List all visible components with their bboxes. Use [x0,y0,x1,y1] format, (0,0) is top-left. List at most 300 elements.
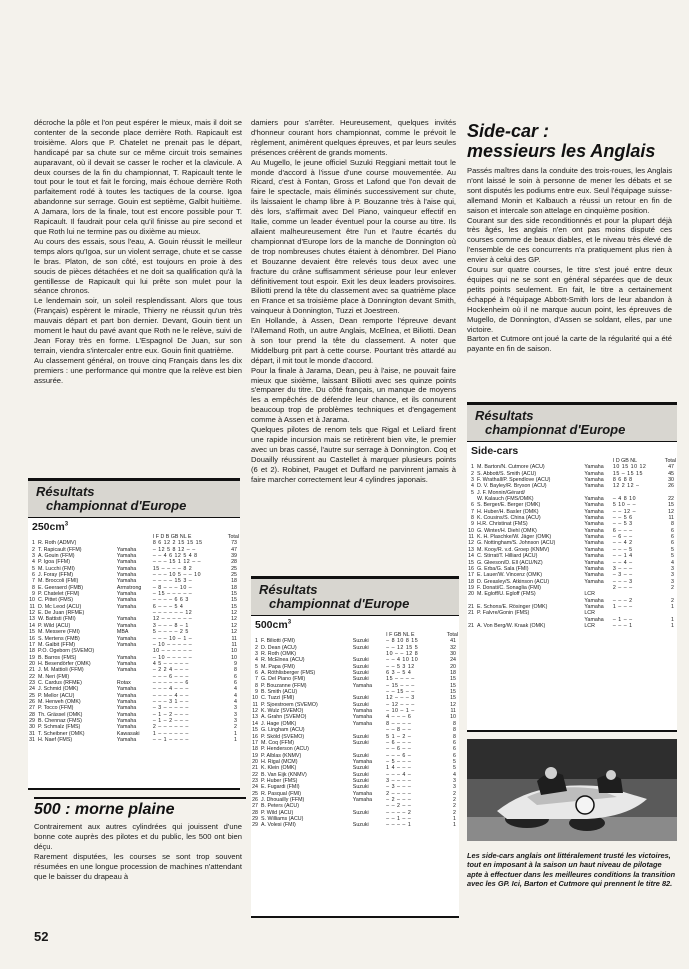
class-label-500 [251,616,459,632]
table-cell-pl: 4 5 – – – – – [152,660,189,667]
table-cell-pl: 4 – – – 6 [386,714,412,721]
table-cell-rider: F. Biliotti (FMI) [261,638,295,645]
table-cell-rider: J. Hage (OMK) [261,720,297,727]
table-cell-pos: 29 [252,815,258,822]
table-header-cell: Total [446,632,458,638]
table-cell-pos: 4 [255,657,258,664]
table-cell-rider: D. Mc Leod (ACU) [38,603,82,610]
table-cell-total: 22 [668,496,674,503]
table-cell-pos: 6 [471,502,474,509]
table-cell-make: Yamaha [352,714,373,721]
results-box-250 [28,478,240,790]
table-cell-make: Yamaha [116,622,137,629]
table-cell-total: 15 [450,676,456,683]
results-title: Résultats [475,408,534,423]
table-cell-pos: 13 [252,714,258,721]
table-cell-total: 3 [671,565,674,572]
table-cell-total: 3 [671,572,674,579]
table-cell-pl: – – 1 4 [612,553,633,560]
table-cell-total: 15 [450,682,456,689]
table-cell-total: 12 [668,508,674,515]
table-cell-total: 28 [231,559,237,566]
article-250-text [34,118,242,385]
table-cell-rider: K. Wulz (SVEMO) [261,708,304,715]
table-cell-pl: – – – – 4 – – [152,692,189,699]
table-cell-total: 4 [234,698,237,705]
table-cell-rider: P. Mellor (ACU) [38,692,75,699]
table-cell-make: Yamaha [352,720,373,727]
table-cell-pl: 15 – – – – [386,676,415,683]
table-cell-make: MBA [116,629,129,636]
table-cell-rider: H.R. Christinat (FMS) [477,521,528,528]
table-cell-pos: 17 [252,739,258,746]
table-cell-make: Yamaha [584,521,604,528]
table-cell-pos: 1 [255,638,258,645]
table-cell-rider: S. Williams (ACU) [261,815,304,822]
table-cell-rider: J. Foray (FFM) [38,572,74,579]
table-cell-pl: 5 1 – 2 – [386,733,412,740]
table-cell-total: 9 [234,660,237,667]
table-cell-rider: P. Wild (ACU) [261,809,294,816]
table-cell-make: Yamaha [116,667,137,674]
table-cell-pl: 8 6 8 8 [612,477,633,484]
table-cell-rider: M. Herweh (OMK) [38,698,81,705]
table-cell-rider: F. Wrathall/P. Spendlove (ACU) [477,477,551,484]
table-cell-pl: – – 8 – – [386,727,412,734]
table-header-cell: I F GB NL E [386,632,415,638]
table-cell-pos: 31 [29,730,35,737]
table-cell-make: Yamaha [116,686,137,693]
table-cell-rider: J. Dhouailly (FFM) [261,796,305,803]
table-cell-rider: E. De Juan (RFME) [38,610,85,617]
table-cell-pl: – – – – 1 [386,822,412,829]
table-cell-pos: 3 [255,651,258,658]
table-cell-rider: S. Berger/E. Berger (OMK) [477,502,541,509]
table-cell-make: Yamaha [584,508,604,515]
table-cell-pl: 6 – – – [612,527,633,534]
table-cell-pos: 15 [252,727,258,734]
table-cell-total: 15 [668,502,674,509]
table-cell-total: 15 [231,591,237,598]
table-cell-total: 41 [450,638,456,645]
table-cell-pos: 19 [468,584,474,591]
table-cell-rider: A. Grahn (SVEMO) [261,714,307,721]
table-cell-rider: M. Barton/N. Cutmore (ACU) [477,464,545,471]
table-cell-pl: 1 – – – [612,603,633,610]
table-cell-pos: 28 [29,711,35,718]
article-sidecar-text [467,166,672,354]
table-cell-make: Yamaha [584,565,604,572]
table-cell-make: Yamaha [584,553,604,560]
table-cell-pl: 3 – – – 8 – 1 [152,622,189,629]
table-cell-pos: 21 [252,765,258,772]
table-cell-total: 6 [234,679,237,686]
results-table-sidecar [467,458,677,629]
table-cell-make: Yamaha [352,758,373,765]
table-cell-pl: – 1 – 2 – – – [152,711,189,718]
table-cell-rider: M. Papa (FMI) [261,663,295,670]
table-row [467,623,677,629]
table-cell-pos: 24 [252,784,258,791]
article-500-text [34,822,242,881]
table-cell-make: Kawasaki [116,730,140,737]
table-cell-rider: R. McElnea (ACU) [261,657,305,664]
table-cell-pl: 3 – – – [612,565,633,572]
table-cell-rider: J. Schmid (OMK) [38,686,79,693]
table-cell-pl: – – – 3 [612,578,633,585]
table-cell-pos: 18 [468,578,474,585]
table-cell-total: 8 [453,733,456,740]
table-cell-total: 6 [453,752,456,759]
paragraph: Quelques pilotes de renom tels que Rigal et Leliard firent une rapide incursion mais se retirèrent bien vite, le premier avec un bras cassé, l'autre sur serrage à Donnington. Coq et Douailly réussirent au Castellet à marquer plusieurs points (6 et 2). Robinet, Pauget et Duffard ne parvinrent jamais à faire marcher correctement leur 4 cylindres japonais. [251,425,456,484]
table-cell-make: Yamaha [584,546,604,553]
table-cell-rider: P. Sköld (SVEMO) [261,733,305,740]
table-cell-total: 6 [234,673,237,680]
table-cell-pl: 1 – – – – – – [152,730,189,737]
table-cell-rider: K. H. Plaschke/W. Jäger (OMK) [477,534,552,541]
table-cell-total: 1 [234,730,237,737]
table-cell-pos: 1 [32,540,35,547]
table-cell-rider: B. Barros (FMS) [38,654,77,661]
table-cell-make: Yamaha [116,717,137,724]
table-cell-rider: P. Chatelet (FFM) [38,591,80,598]
table-cell-total: 4 [234,692,237,699]
table-cell-total: 5 [453,758,456,765]
table-cell-pos: 21 [468,622,474,629]
paragraph: Pour la finale à Jarama, Dean, peu à l'aise, ne pouvait faire mieux que sixième, laissant Biliotti avec ses quinze points s'emparer du titre. Du côté français, un manque de moyens les a empêchés de défendre leur chance, et ils connurent beaucoup trop de problèmes techniques et d'engagement comme à Assen et à Jarama. [251,365,456,425]
table-cell-pos: 22 [29,673,35,680]
table-cell-pos: 25 [252,790,258,797]
results-subtitle: championnat d'Europe [485,422,626,437]
table-cell-rider: R. Pasqual (FMI) [261,790,302,797]
table-cell-make: Yamaha [116,724,137,731]
table-cell-make: Armstrong [116,584,142,591]
table-cell-make: Suzuki [352,695,369,702]
table-cell-pl: – – 12 15 5 [386,644,419,651]
table-cell-pos: 5 [255,663,258,670]
table-cell-rider: D. Greasley/S. Atkinson (ACU) [477,578,550,585]
table-cell-rider: A. Von Berg/W. Kraak (OMK) [477,622,546,629]
table-cell-total: 3 [234,705,237,712]
sidecar-headline [467,121,677,161]
table-cell-pl: – 5 – – – [386,758,412,765]
table-cell-make: Yamaha [116,654,137,661]
table-cell-total: 8 [453,727,456,734]
table-cell-rider: T. Scheibner (OMK) [38,730,85,737]
table-cell-make: Yamaha [584,572,604,579]
table-row [251,822,459,828]
table-cell-pos: 18 [29,648,35,655]
table-cell-pos: 8 [471,515,474,522]
table-cell-make: Suzuki [352,739,369,746]
table-cell-make: Yamaha [584,515,604,522]
table-cell-pl: – – 1 – – [386,815,412,822]
table-cell-pos: 16 [252,733,258,740]
table-cell-pos: 14 [468,553,474,560]
table-cell-total: 3 [234,717,237,724]
table-cell-rider: W. Kalauch (FMS/OMK) [477,496,534,503]
results-box-header [467,405,677,442]
table-cell-pl: – 6 – – [612,534,633,541]
table-cell-pl: – 10 – – – – – [152,654,193,661]
table-cell-total: 1 [453,822,456,829]
table-cell-pl: – – – 4 – [386,771,412,778]
table-cell-total: 11 [450,708,456,715]
paragraph: Au Mugello, le jeune officiel Suzuki Reggiani mettait tout le monde d'accord à l'issue d'une course mouvementée. Au Ricard, c'est à Fontan, Gross et Lafond que l'on devait de faire le spectacle, mais éliminés successivement sur chute, ils laissaient le champ libre à P. Bouzanne très à l'aise qui, dès lors, s'affirmait avec Del Piano, vainqueur effectif en Italie, comme un leader éventuel pour la course au titre. Ils allaient malheureusement être l'un et l'autre écartés du championnat d'Europe lors de la manche de Donnington où de trop nombreuses chutes étaient à dénombrer. Del Piano et Bouzanne devaient être relevés tous deux avec une fracture du crâne suffisamment sérieuse pour leur enlever définitivement tout espoir. Exit les deux leaders provisoires. Biliotti prend la tête du classement avec sa quatrième place en France et sa troisième place à Donnington devant Smith, vainqueur à Donnington, Tuzzi et Joestreen. [251,157,456,316]
table-cell-rider: S. Abbott/S. Smith (ACU) [477,470,537,477]
table-cell-total: 6 [453,739,456,746]
table-cell-pl: 3 – – – – [386,777,412,784]
table-cell-total: 8 [453,720,456,727]
table-cell-pl: 12 – – – 3 [386,695,415,702]
table-cell-rider: H. Besendörfer (OMK) [38,660,91,667]
table-cell-rider: M. Egloff/U. Egloff (FMS) [477,591,536,598]
table-cell-pos: 10 [252,695,258,702]
table-cell-make: Yamaha [584,464,604,471]
table-cell-make: Suzuki [352,784,369,791]
paragraph: Contrairement aux autres cylindrées qui jouissent d'une bonne cote auprès des pilotes et du public, les 500 ont bien déçu. [34,822,242,851]
table-cell-pos: 17 [468,572,474,579]
table-cell-rider: E. Geeraerd (FMB) [38,584,84,591]
results-title: Résultats [36,484,95,499]
paragraph: Couru sur quatre courses, le titre s'est joué entre deux équipes qui ne se sont en général séparées que de deux petits points seulement. En fait, le titre a certainement échappé à l'équipage Abbott-Smith lors de leur abandon à Hockenheim où il ne marque aucun point, les épreuves de Mugello, de Donnington, d'Assen se soldant, elles, par une victoire. [467,265,672,334]
table-cell-pl: 15 – – – – 8 2 [152,565,193,572]
table-cell-total: 12 [231,616,237,623]
sidecar-headline-line2: messieurs les Anglais [467,141,656,161]
table-cell-pl: – – – 1 [612,622,633,629]
table-cell-make: Suzuki [352,809,369,816]
table-cell-rider: R. Roth (ADMV) [38,540,77,547]
table-cell-make: Yamaha [584,483,604,490]
paragraph: Au classement général, on trouve cinq Français dans les dix premiers : une performance qui montre que la relève est bien assurée. [34,355,242,385]
table-cell-pl: 8 – – – – [386,720,412,727]
table-cell-pos: 2 [471,470,474,477]
table-cell-pl: – – – – – – 12 [152,610,193,617]
table-cell-total: 1 [671,603,674,610]
table-cell-total: 18 [231,578,237,585]
results-box-500 [251,576,459,918]
table-cell-make: Yamaha [584,527,604,534]
table-cell-pos: 21 [468,610,474,617]
table-cell-pos: 8 [32,584,35,591]
table-cell-rider: M. Messere (FMI) [38,629,80,636]
table-cell-pl: – – – – 2 [386,809,412,816]
table-cell-make: Yamaha [584,470,604,477]
table-cell-pl: 6 – – – 5 4 [152,603,184,610]
table-cell-make: LCR [584,622,595,629]
table-cell-pos: 23 [29,679,35,686]
table-cell-pl: – – – 5 [612,546,633,553]
article-500-continued-text [251,118,456,485]
table-cell-make: Suzuki [352,701,369,708]
table-cell-pl: 10 15 10 12 [612,464,647,471]
table-cell-rider: S. Mertens (FMB) [38,635,80,642]
table-cell-make: Yamaha [584,534,604,541]
table-cell-pos: 16 [29,635,35,642]
table-cell-total: 2 [671,584,674,591]
table-cell-total: 25 [231,565,237,572]
table-cell-make: Suzuki [352,644,369,651]
table-cell-rider: D. V. Bayley/R. Bryson (ACU) [477,483,547,490]
table-cell-make: Yamaha [116,603,137,610]
table-cell-pl: – – – 4 – – – [152,686,189,693]
table-cell-rider: D. Dean (ACU) [261,644,297,651]
table-cell-pos: 7 [255,676,258,683]
table-cell-rider: W. Battisti (FMI) [38,616,76,623]
table-cell-rider: H. Naef (FMS) [38,737,73,743]
table-cell-make: Suzuki [352,752,369,759]
table-cell-pos: 21 [29,667,35,674]
table-cell-rider: P. Wild (ACU) [38,622,71,629]
table-cell-pos: 13 [468,546,474,553]
table-cell-rider: M. Galbit (FFM) [38,641,76,648]
table-cell-pl: – – 15 – – [386,689,415,696]
table-cell-pos: 8 [255,682,258,689]
table-header-cell: Total [664,458,676,464]
table-cell-pos: 20 [468,591,474,598]
table-cell-total: 24 [450,657,456,664]
table-cell-pos: 19 [29,654,35,661]
table-header-cell: I D GB NL [612,458,638,464]
table-cell-make: Yamaha [352,708,373,715]
table-cell-total: 2 [671,597,674,604]
table-cell-rider: P. Huber (FMS) [261,777,298,784]
table-cell-pos: 25 [29,692,35,699]
table-cell-pos: 7 [32,578,35,585]
table-cell-rider: P. Schmalz (FMS) [38,724,81,731]
table-cell-rider: G. Winter/H. Diehl (OMK) [477,527,537,534]
table-cell-total: 30 [668,477,674,484]
table-cell-total: 8 [234,667,237,674]
table-cell-pos: 11 [468,534,474,541]
table-cell-total: 11 [231,635,237,642]
table-cell-pl: – 1 – 2 – – – [152,717,189,724]
table-cell-pl: – 10 – – – – – [152,641,193,648]
table-cell-pl: – 3 – – – [386,784,412,791]
table-cell-rider: B. Van Eijk (KNMV) [261,771,307,778]
table-cell-total: 2 [453,796,456,803]
results-box-header [251,579,459,616]
table-cell-rider: K. Klein (OMK) [261,765,297,772]
table-cell-rider: C. Tuzzi (FMI) [261,695,295,702]
table-cell-rider: P.O. Ogeborn (SVEMO) [38,648,95,655]
table-cell-total: 11 [668,515,674,522]
table-cell-pos: 3 [32,553,35,560]
paragraph: Rarement disputées, les courses se sont trop souvent résumées en une longue procession de machines n'attendant que le baisser du drapeau à [34,851,242,881]
table-cell-make: Yamaha [116,705,137,712]
table-cell-pos: 20 [29,660,35,667]
table-cell-total: 18 [231,584,237,591]
table-cell-make: Suzuki [352,771,369,778]
sidecar-photo [467,739,677,841]
table-cell-total: 18 [450,670,456,677]
table-cell-total: 5 [453,765,456,772]
table-cell-pos: 24 [29,686,35,693]
table-cell-pos: 21 [468,603,474,610]
table-cell-rider: F. Donati/C. Sonaglia (FMI) [477,584,541,591]
class-label-sup: 3 [64,521,69,528]
table-cell-pos: 5 [471,489,474,496]
table-cell-pos: 11 [29,603,35,610]
table-cell-total: 3 [234,711,237,718]
table-cell-make: Yamaha [116,565,137,572]
table-cell-make: Yamaha [116,698,137,705]
table-cell-pos: 6 [255,670,258,677]
table-cell-rider: P. Henderson (ACU) [261,746,309,753]
table-cell-pl: – 1 – – [612,616,633,623]
table-cell-make: Yamaha [584,578,604,585]
table-cell-pos: 12 [29,610,35,617]
table-cell-rider: P. Alblas (KNMV) [261,752,302,759]
table-cell-rider: M. Broccoli (FMI) [38,578,79,585]
table-cell-pl: 5 – – – – 2 5 [152,629,189,636]
table-cell-rider: H. Huber/H. Basler (OMK) [477,508,539,515]
table-cell-pl: – – – 2 [612,597,633,604]
class-label-text: 500cm [255,619,288,631]
table-cell-pl: 15 – 15 15 [612,470,643,477]
table-cell-total: 4 [671,559,674,566]
table-cell-total: 47 [231,546,237,553]
table-cell-pos: 26 [252,796,258,803]
table-cell-pl: – – – 10 5 – – 10 [152,572,202,579]
table-cell-rider: A. Röthlisberger (FMS) [261,670,316,677]
table-cell-make: Suzuki [352,638,369,645]
table-cell-rider: M. Neri (FMI) [38,673,70,680]
table-cell-total: 5 [671,546,674,553]
table-cell-pl: – 15 – – – [386,682,415,689]
table-cell-make: Yamaha [116,591,137,598]
results-box-header [28,481,240,518]
table-cell-total: 25 [231,572,237,579]
table-cell-pos: 20 [252,758,258,765]
table-cell-total: 1 [234,737,237,743]
table-cell-rider: P. Tocco (FFM) [38,705,74,712]
table-cell-make: Yamaha [584,496,604,503]
table-cell-total: 3 [453,784,456,791]
table-cell-pos: 2 [32,546,35,553]
table-cell-make: Suzuki [352,765,369,772]
table-cell-total: 10 [231,648,237,655]
table-cell-make: Suzuki [352,822,369,829]
table-cell-make: Yamaha [584,616,604,623]
table-cell-pl: – – – 10 – 1 – [152,635,193,642]
table-cell-pos: 9 [255,689,258,696]
table-cell-rider: T. Rapicault (FFM) [38,546,82,553]
table-cell-total: 6 [671,540,674,547]
page-number: 52 [34,929,49,944]
table-cell-rider: B. Chennaz (FMS) [38,717,82,724]
table-cell-rider: E. Fugardi (FMI) [261,784,300,791]
table-cell-pos: 12 [252,708,258,715]
table-cell-rider: M. Coq (FFM) [261,739,294,746]
table-cell-pl: – 3 – – – – – [152,705,189,712]
table-cell-pos: 15 [468,559,474,566]
table-cell-total: 5 [671,553,674,560]
table-cell-pl: – 2 2 4 – – – [152,667,189,674]
class-label-text: 250cm [32,521,65,533]
table-cell-rider: E. Schons/E. Rösinger (OMK) [477,603,548,610]
paragraph: En Hollande, à Assen, Dean remporte l'épreuve devant l'Allemand Roth, un autre Anglais, McElnea, et Biliotti. Dean à son tour prend la tête du classement. A noter que Middelburg prit part à cette course. Pourtant très attardé au départ, il mit tout le monde d'accord. [251,316,456,365]
table-cell-pos: 31 [29,737,35,743]
table-cell-pl: – 6 – – – [386,739,412,746]
table-cell-total: 15 [450,689,456,696]
table-cell-total: 30 [450,651,456,658]
table-cell-total: 3 [671,578,674,585]
table-cell-pos: 4 [32,559,35,566]
table-cell-make: Yamaha [116,578,137,585]
table-cell-make: LCR [584,591,595,598]
table-cell-make: Yamaha [116,553,137,560]
